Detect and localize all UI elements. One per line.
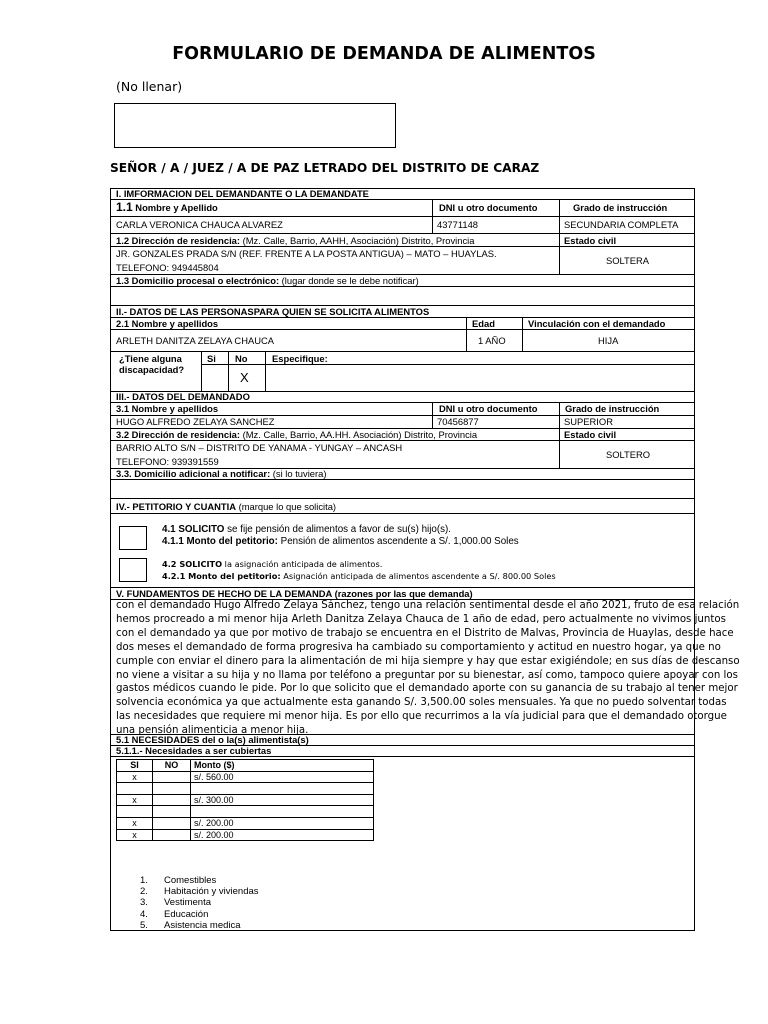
fundamentos-line: solvencia económica ya que actualmente esta ganando S/. 3,500.00 soles mensuales. Ya que no puedo solventar todas: [116, 697, 727, 709]
s1-name-label: 1.1 Nombre y Apellido: [116, 200, 218, 214]
s1-dni-label: DNI u otro documento: [439, 202, 538, 213]
cell-si: [117, 783, 153, 795]
s1-grado-value: SECUNDARIA COMPLETA: [564, 219, 679, 230]
s4-option2-line2: 4.2.1 Monto del petitorio: Asignación anticipada de alimentos ascendente a S/. 800.00 Soles: [162, 571, 556, 581]
cell-si: x: [117, 817, 153, 829]
fundamentos-line: dos meses el demandado de forma progresiva ha cambiado su comportamiento y actitud en nuestro hogar, ya que no: [116, 641, 721, 653]
section-2-header: II.- DATOS DE LAS PERSONASPARA QUIEN SE SOLICITA ALIMENTOS: [116, 306, 430, 317]
s1-name-value: CARLA VERONICA CHAUCA ALVAREZ: [116, 219, 283, 230]
col-si: SI: [117, 760, 153, 772]
s3-dni-label: DNI u otro documento: [439, 403, 538, 414]
fundamentos-line: gastos médicos cuando le pide. Por lo que solicito que el demandado aporte con su ganancia de su trabajo al tener mejor: [116, 683, 738, 695]
cell-monto: s/. 300.00: [191, 794, 374, 806]
section-1-header: I. IMFORMACION DEL DEMANDANTE O LA DEMANDATE: [116, 188, 369, 199]
s1-dir-line2: TELEFONO: 949445804: [116, 262, 219, 273]
s4-option2-line1: 4.2 SOLICITO la asignación anticipada de alimentos.: [162, 559, 383, 569]
cell-no: [153, 806, 191, 818]
cell-monto: s/. 200.00: [191, 817, 374, 829]
fundamentos-line: las necesidades que requiere mi menor hija. Es por ello que recurrimos a la vía judicial para que el demandado otorgue: [116, 711, 727, 723]
s2-disc-q2: discapacidad?: [119, 364, 185, 375]
s2-vinc-label: Vinculación con el demandado: [528, 318, 666, 329]
s3-dni-value: 70456877: [437, 416, 479, 427]
s4-option1-checkbox[interactable]: [119, 526, 147, 550]
table-row: [117, 829, 374, 841]
s2-edad-value: 1 AÑO: [478, 335, 506, 346]
s3-name-label: 3.1 Nombre y apellidos: [116, 403, 219, 414]
s3-grado-label: Grado de instrucción: [565, 403, 660, 414]
fundamentos-line: hemos procreado a mi menor hija Arleth Danitza Zelaya Chauca de 1 año de edad, pero actualmente no vivimos juntos: [116, 613, 726, 625]
list-item: 3. Vestimenta: [140, 897, 211, 909]
cell-no: [153, 771, 191, 783]
table-row: [117, 794, 374, 806]
s4-option1-line2: 4.1.1 Monto del petitorio: Pensión de alimentos ascendente a S/. 1,000.00 Soles: [162, 536, 519, 547]
s1-dom-label: 1.3 Domicilio procesal o electrónico: (lugar donde se le debe notificar): [116, 275, 419, 286]
s1-dir-line1: JR. GONZALES PRADA S/N (REF. FRENTE A LA POSTA ANTIGUA) – MATO – HUAYLAS.: [116, 248, 497, 259]
s2-especifique-label: Especifique:: [272, 353, 328, 364]
col-no: NO: [153, 760, 191, 772]
s4-option1-line1: 4.1 SOLICITO se fije pensión de alimentos a favor de su(s) hijo(s).: [162, 524, 451, 535]
cell-si: x: [117, 771, 153, 783]
cell-no: [153, 783, 191, 795]
s3-grado-value: SUPERIOR: [564, 416, 613, 427]
s2-no-label: No: [235, 353, 248, 364]
s1-estado-value: SOLTERA: [606, 255, 650, 266]
list-item: 2. Habitación y viviendas: [140, 886, 259, 898]
section-5-header: V. FUNDAMENTOS DE HECHO DE LA DEMANDA (razones por las que demanda): [116, 588, 473, 599]
needs-table: [116, 759, 374, 841]
cell-monto: s/. 200.00: [191, 829, 374, 841]
fundamentos-line: una pensión alimenticia a menor hija.: [116, 725, 309, 737]
table-row: [117, 771, 374, 783]
needs-list: [140, 875, 259, 931]
section-3-header: III.- DATOS DEL DEMANDADO: [116, 391, 250, 402]
list-item: 1. Comestibles: [140, 875, 217, 886]
fundamentos-line: cumple con enviar el dinero para la alimentación de mi hija siempre y hay que estar exigiéndole; en sus días de descanso: [116, 655, 740, 667]
page-title: FORMULARIO DE DEMANDA DE ALIMENTOS: [172, 44, 596, 64]
s3-dir-label: 3.2 Dirección de residencia: (Mz. Calle, Barrio, AA.HH. Asociación) Distrito, Provincia: [116, 429, 478, 440]
section-51-header: 5.1 NECESIDADES del o la(s) alimentista(s): [116, 734, 309, 745]
cell-si: x: [117, 829, 153, 841]
section-4-header: IV.- PETITORIO Y CUANTIA (marque lo que solicita): [116, 501, 337, 512]
s3-estado-value: SOLTERO: [606, 449, 651, 460]
s4-option2-checkbox[interactable]: [119, 558, 147, 582]
fundamentos-paragraph: [116, 599, 740, 738]
table-row: [117, 806, 374, 818]
s1-grado-label: Grado de instrucción: [573, 202, 668, 213]
cell-no: [153, 817, 191, 829]
s2-si-label: Si: [207, 353, 216, 364]
table-row: [117, 783, 374, 795]
s2-disc-q1: ¿Tiene alguna: [119, 353, 182, 364]
s3-dom-label: 3.3. Domicilio adicional a notificar: (si lo tuviera): [116, 468, 327, 479]
cell-monto: [191, 783, 374, 795]
cell-monto: s/. 560.00: [191, 771, 374, 783]
s2-name-value: ARLETH DANITZA ZELAYA CHAUCA: [116, 335, 275, 346]
no-llenar-box: [114, 103, 396, 148]
addressee: SEÑOR / A / JUEZ / A DE PAZ LETRADO DEL DISTRITO DE CARAZ: [110, 161, 540, 175]
table-row: [117, 817, 374, 829]
s2-vinc-value: HIJA: [598, 335, 619, 346]
col-monto: Monto ($): [191, 760, 374, 772]
needs-header-row: [117, 760, 374, 772]
fundamentos-line: con el demandado ya que por motivo de trabajo se encuentra en el Distrito de Malvas, Provincia de Huaylas, desde hace: [116, 627, 734, 639]
s2-name-label: 2.1 Nombre y apellidos: [116, 318, 219, 329]
s2-edad-label: Edad: [472, 318, 495, 329]
s1-dni-value: 43771148: [437, 219, 479, 230]
section-511-header: 5.1.1.- Necesidades a ser cubiertas: [116, 745, 272, 756]
cell-si: [117, 806, 153, 818]
s3-estado-label: Estado civil: [564, 429, 617, 440]
list-item: 4. Educación: [140, 908, 209, 920]
s3-dir-line1: BARRIO ALTO S/N – DISTRITO DE YANAMA - YUNGAY – ANCASH: [116, 442, 403, 453]
s1-estado-label: Estado civil: [564, 235, 617, 246]
s3-dir-line2: TELEFONO: 939391559: [116, 456, 219, 467]
s2-no-mark: X: [240, 370, 249, 385]
fundamentos-line: con el demandado Hugo Alfredo Zelaya Sánchez, tengo una relación sentimental desde el año 2021, fruto de esa relación: [116, 600, 740, 611]
cell-no: [153, 829, 191, 841]
list-item: 5. Asistencia medica: [140, 919, 241, 931]
s3-name-value: HUGO ALFREDO ZELAYA SANCHEZ: [116, 416, 275, 427]
s1-dir-label: 1.2 Dirección de residencia: (Mz. Calle, Barrio, AAHH, Asociación) Distrito, Provincia: [116, 235, 475, 246]
cell-si: x: [117, 794, 153, 806]
fundamentos-line: no viene a visitar a su hija y no llama por teléfono a preguntar por su bienestar, así como, tampoco quiere apoyar con los: [116, 669, 738, 681]
no-llenar-label: (No llenar): [116, 79, 183, 94]
cell-no: [153, 794, 191, 806]
cell-monto: [191, 806, 374, 818]
